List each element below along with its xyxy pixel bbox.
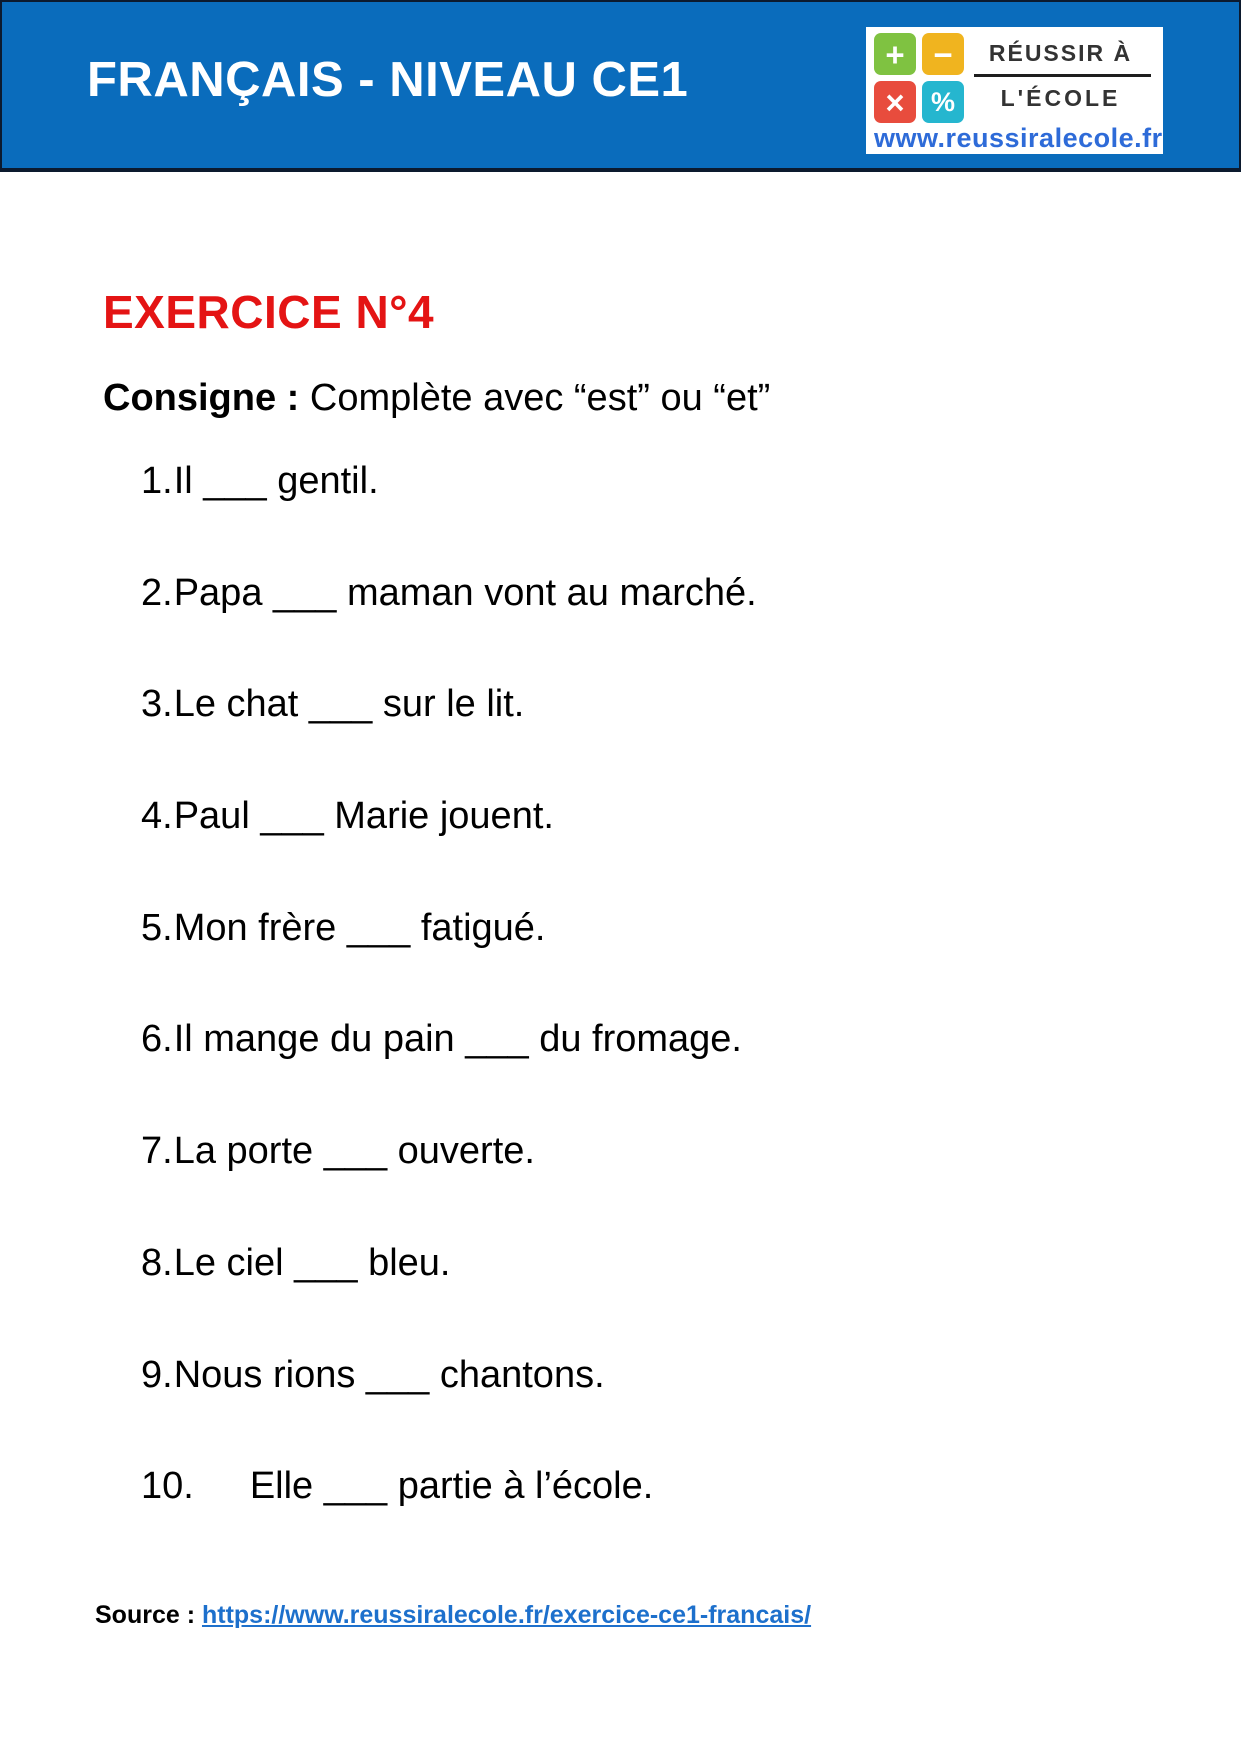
item-text: Il ___ gentil. xyxy=(173,460,379,502)
page-title: FRANÇAIS - NIVEAU CE1 xyxy=(87,53,689,107)
item-text: La porte ___ ouverte. xyxy=(173,1130,535,1173)
logo-top xyxy=(874,33,1157,123)
logo-text xyxy=(964,33,1157,123)
source-link[interactable]: https://www.reussiralecole.fr/exercice-ce1-francais/ xyxy=(201,1600,812,1629)
item-text: Nous rions ___ chantons. xyxy=(173,1353,605,1396)
item-number: 3. xyxy=(141,683,173,726)
plus-icon: + xyxy=(874,33,916,75)
consigne-text: Complète avec “est” ou “et” xyxy=(309,377,771,419)
item-text: Papa ___ maman vont au marché. xyxy=(173,571,757,614)
list-item xyxy=(141,1465,1241,1509)
header-banner xyxy=(0,0,1241,172)
item-text: Paul ___ Marie jouent. xyxy=(173,795,554,838)
source-label: Source : xyxy=(95,1600,196,1629)
item-text: Mon frère ___ fatigué. xyxy=(173,906,546,949)
minus-icon: − xyxy=(922,33,964,75)
percent-icon: % xyxy=(922,81,964,123)
exercise-heading: EXERCICE N°4 xyxy=(103,286,435,338)
list-item xyxy=(141,907,1241,951)
logo-line2: L'ÉCOLE xyxy=(1000,85,1121,111)
list-item xyxy=(141,572,1241,616)
item-number: 8. xyxy=(141,1241,173,1284)
item-number: 6. xyxy=(141,1018,173,1061)
item-number: 9. xyxy=(141,1353,173,1396)
item-text: Le ciel ___ bleu. xyxy=(173,1241,451,1284)
item-number: 10. xyxy=(141,1465,194,1508)
logo-website[interactable]: www.reussiralecole.fr xyxy=(874,123,1163,153)
item-number: 4. xyxy=(141,795,173,838)
list-item xyxy=(141,1354,1241,1398)
item-text: Elle ___ partie à l’école. xyxy=(249,1465,654,1508)
item-text: Le chat ___ sur le lit. xyxy=(173,683,525,726)
consigne-line xyxy=(103,377,1241,420)
multiply-icon: × xyxy=(874,81,916,123)
item-number: 1. xyxy=(141,460,173,502)
list-item xyxy=(141,1018,1241,1062)
exercise-content xyxy=(0,285,1241,1509)
item-number: 2. xyxy=(141,571,173,614)
list-item xyxy=(141,1130,1241,1174)
list-item xyxy=(141,683,1241,727)
logo-math-grid xyxy=(874,33,964,123)
logo-line1: RÉUSSIR À xyxy=(988,40,1133,66)
logo-divider xyxy=(974,74,1151,77)
list-item xyxy=(141,1242,1241,1286)
reussiralecole-logo xyxy=(866,27,1163,154)
item-text: Il mange du pain ___ du fromage. xyxy=(173,1018,742,1061)
list-item xyxy=(141,795,1241,839)
source-line xyxy=(0,1601,1241,1630)
list-item xyxy=(141,460,1241,504)
consigne-label: Consigne : xyxy=(103,377,300,419)
item-number: 5. xyxy=(141,906,173,949)
exercise-list xyxy=(103,460,1241,1509)
item-number: 7. xyxy=(141,1130,173,1173)
